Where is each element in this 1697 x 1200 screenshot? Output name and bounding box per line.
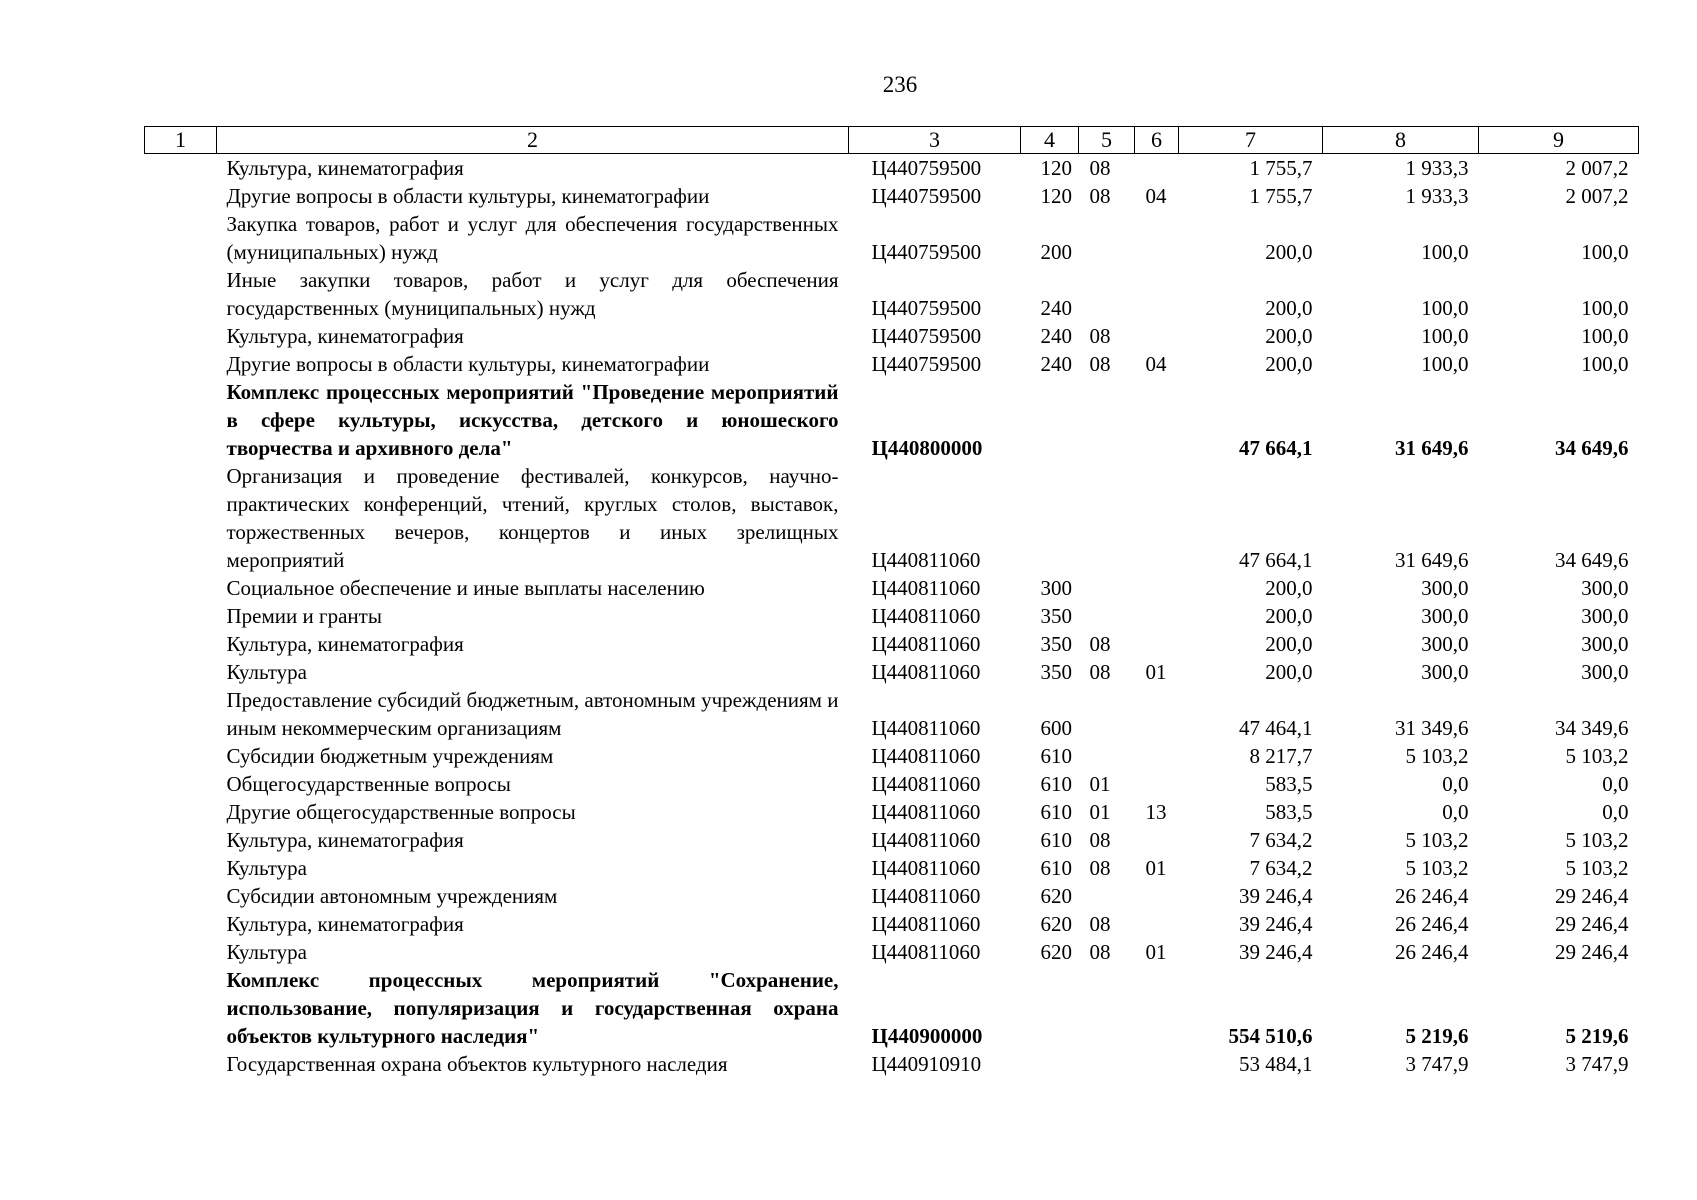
cell-code: Ц440811060 — [871, 828, 981, 852]
table-row — [145, 686, 1639, 742]
cell-rz — [1079, 1050, 1135, 1078]
cell-y3: 100,0 — [1581, 352, 1629, 376]
cell-rz: 01 — [1089, 772, 1111, 796]
table-row — [145, 462, 1639, 574]
cell-pr — [1135, 154, 1179, 183]
cell-kvr: 240 — [1040, 296, 1072, 320]
table-row — [145, 854, 1639, 882]
cell-y1: 200,0 — [1265, 576, 1313, 600]
cell-y1: 8 217,7 — [1249, 744, 1313, 768]
cell-rz: 08 — [1089, 632, 1111, 656]
cell-code: Ц440811060 — [871, 744, 981, 768]
cell-code: Ц440811060 — [871, 884, 981, 908]
cell-y1: 200,0 — [1265, 660, 1313, 684]
cell-name: Культура — [226, 940, 307, 964]
cell-kvr: 350 — [1040, 632, 1072, 656]
cell-kvr: 610 — [1040, 772, 1072, 796]
cell-kvr: 120 — [1040, 184, 1072, 208]
cell-name: Культура, кинематография — [226, 912, 464, 936]
cell-name: Субсидии бюджетным учреждениям — [226, 744, 554, 768]
cell-kvr: 120 — [1040, 156, 1072, 180]
cell-y3: 100,0 — [1581, 324, 1629, 348]
cell-y3: 29 246,4 — [1555, 912, 1629, 936]
row-index-cell — [145, 770, 217, 798]
cell-name: Премии и гранты — [226, 604, 382, 628]
cell-name: Другие вопросы в области культуры, кинематографии — [226, 352, 710, 376]
cell-kvr: 600 — [1040, 716, 1072, 740]
header-col-3: 3 — [849, 127, 1021, 154]
table-row — [145, 378, 1639, 462]
cell-y2: 1 933,3 — [1405, 184, 1469, 208]
cell-pr: 01 — [1145, 940, 1167, 964]
cell-code: Ц440759500 — [871, 352, 982, 376]
cell-y2: 0,0 — [1442, 800, 1469, 824]
cell-name: Культура, кинематография — [226, 324, 464, 348]
header-col-6: 6 — [1135, 127, 1179, 154]
cell-y2: 31 649,6 — [1395, 548, 1469, 572]
cell-rz — [1079, 602, 1135, 630]
cell-pr — [1135, 266, 1179, 322]
cell-pr — [1135, 966, 1179, 1050]
cell-rz — [1079, 882, 1135, 910]
cell-code: Ц440759500 — [871, 156, 982, 180]
cell-name: Другие общегосударственные вопросы — [226, 800, 576, 824]
cell-y3: 300,0 — [1581, 660, 1629, 684]
row-index-cell — [145, 574, 217, 602]
cell-y1: 583,5 — [1265, 800, 1313, 824]
cell-name: Культура, кинематография — [226, 156, 464, 180]
cell-y2: 100,0 — [1421, 240, 1469, 264]
header-col-8: 8 — [1323, 127, 1479, 154]
cell-y2: 300,0 — [1421, 576, 1469, 600]
cell-pr — [1135, 826, 1179, 854]
cell-y3: 3 747,9 — [1565, 1052, 1629, 1076]
cell-name: Предоставление субсидий бюджетным, автономным учреждениям и иным некоммерческим организациям — [226, 688, 839, 740]
cell-rz: 08 — [1089, 660, 1111, 684]
cell-y1: 39 246,4 — [1239, 940, 1313, 964]
row-index-cell — [145, 322, 217, 350]
cell-y2: 26 246,4 — [1395, 912, 1469, 936]
cell-pr: 01 — [1145, 856, 1167, 880]
cell-pr — [1135, 770, 1179, 798]
row-index-cell — [145, 462, 217, 574]
cell-y3: 2 007,2 — [1565, 156, 1629, 180]
cell-y3: 2 007,2 — [1565, 184, 1629, 208]
cell-y3: 300,0 — [1581, 604, 1629, 628]
cell-y2: 300,0 — [1421, 604, 1469, 628]
table-row — [145, 602, 1639, 630]
cell-y1: 7 634,2 — [1249, 828, 1313, 852]
cell-y3: 5 103,2 — [1565, 828, 1629, 852]
table-row — [145, 266, 1639, 322]
cell-name: Организация и проведение фестивалей, конкурсов, научно-практических конференций, чтений, круглых столов, выставок, торжественных вечеров, концертов и иных зрелищных мероприятий — [226, 464, 839, 572]
cell-kvr: 610 — [1040, 856, 1072, 880]
cell-code: Ц440759500 — [871, 184, 982, 208]
cell-y2: 31 649,6 — [1395, 436, 1469, 460]
cell-y3: 100,0 — [1581, 240, 1629, 264]
row-index-cell — [145, 154, 217, 183]
cell-code: Ц440759500 — [871, 324, 982, 348]
header-col-5: 5 — [1079, 127, 1135, 154]
cell-y3: 5 219,6 — [1565, 1024, 1629, 1048]
cell-y3: 100,0 — [1581, 296, 1629, 320]
cell-pr — [1135, 882, 1179, 910]
cell-rz: 08 — [1089, 324, 1111, 348]
cell-y3: 34 649,6 — [1555, 436, 1629, 460]
cell-name: Комплекс процессных мероприятий "Сохранение, использование, популяризация и государственная охрана объектов культурного наследия" — [226, 968, 839, 1048]
cell-code: Ц440811060 — [871, 940, 981, 964]
cell-y1: 53 484,1 — [1239, 1052, 1313, 1076]
cell-name: Общегосударственные вопросы — [226, 772, 511, 796]
table-row — [145, 182, 1639, 210]
table-row — [145, 350, 1639, 378]
cell-y2: 100,0 — [1421, 352, 1469, 376]
cell-rz: 08 — [1089, 912, 1111, 936]
table-row — [145, 938, 1639, 966]
table-body — [145, 154, 1639, 1079]
cell-rz — [1079, 266, 1135, 322]
cell-y2: 100,0 — [1421, 296, 1469, 320]
cell-pr — [1135, 910, 1179, 938]
row-index-cell — [145, 602, 217, 630]
cell-y2: 26 246,4 — [1395, 884, 1469, 908]
cell-name: Социальное обеспечение и иные выплаты населению — [226, 576, 705, 600]
cell-y2: 100,0 — [1421, 324, 1469, 348]
table-row — [145, 322, 1639, 350]
cell-kvr: 240 — [1040, 352, 1072, 376]
row-index-cell — [145, 742, 217, 770]
cell-y1: 47 664,1 — [1239, 548, 1313, 572]
cell-y3: 34 649,6 — [1555, 548, 1629, 572]
cell-kvr: 300 — [1040, 576, 1072, 600]
cell-code: Ц440759500 — [871, 240, 982, 264]
cell-y3: 0,0 — [1602, 800, 1629, 824]
cell-name: Другие вопросы в области культуры, кинематографии — [226, 184, 710, 208]
cell-y3: 300,0 — [1581, 576, 1629, 600]
cell-y2: 5 103,2 — [1405, 856, 1469, 880]
cell-kvr: 240 — [1040, 324, 1072, 348]
cell-y2: 1 933,3 — [1405, 156, 1469, 180]
cell-pr — [1135, 378, 1179, 462]
cell-pr — [1135, 574, 1179, 602]
cell-code: Ц440811060 — [871, 632, 981, 656]
cell-kvr: 350 — [1040, 604, 1072, 628]
table-row — [145, 798, 1639, 826]
cell-code: Ц440800000 — [871, 436, 983, 460]
row-index-cell — [145, 210, 217, 266]
header-col-7: 7 — [1179, 127, 1323, 154]
cell-y1: 200,0 — [1265, 324, 1313, 348]
cell-y1: 200,0 — [1265, 240, 1313, 264]
row-index-cell — [145, 798, 217, 826]
cell-code: Ц440811060 — [871, 548, 981, 572]
cell-rz: 08 — [1089, 184, 1111, 208]
table-row — [145, 742, 1639, 770]
cell-code: Ц440811060 — [871, 772, 981, 796]
cell-y1: 583,5 — [1265, 772, 1313, 796]
cell-code: Ц440811060 — [871, 856, 981, 880]
cell-pr: 13 — [1145, 800, 1167, 824]
cell-kvr: 620 — [1040, 912, 1072, 936]
cell-name: Иные закупки товаров, работ и услуг для обеспечения государственных (муниципальных) нужд — [226, 268, 839, 320]
table-row — [145, 966, 1639, 1050]
cell-y1: 1 755,7 — [1249, 184, 1313, 208]
row-index-cell — [145, 826, 217, 854]
row-index-cell — [145, 378, 217, 462]
cell-name: Комплекс процессных мероприятий "Проведение мероприятий в сфере культуры, искусства, детского и юношеского творчества и архивного дела" — [226, 380, 839, 460]
cell-y3: 5 103,2 — [1565, 744, 1629, 768]
table-row — [145, 826, 1639, 854]
cell-rz: 08 — [1089, 856, 1111, 880]
page-number: 236 — [882, 72, 918, 97]
cell-kvr — [1021, 966, 1079, 1050]
cell-rz: 01 — [1089, 800, 1111, 824]
cell-code: Ц440811060 — [871, 912, 981, 936]
row-index-cell — [145, 350, 217, 378]
cell-kvr: 610 — [1040, 744, 1072, 768]
cell-pr — [1135, 322, 1179, 350]
header-col-9: 9 — [1479, 127, 1639, 154]
cell-y1: 39 246,4 — [1239, 884, 1313, 908]
table-row — [145, 210, 1639, 266]
cell-y1: 47 664,1 — [1239, 436, 1313, 460]
cell-rz — [1079, 574, 1135, 602]
cell-code: Ц440811060 — [871, 604, 981, 628]
cell-y1: 200,0 — [1265, 632, 1313, 656]
cell-rz: 08 — [1089, 156, 1111, 180]
table-row — [145, 630, 1639, 658]
cell-name: Культура — [226, 856, 307, 880]
cell-pr — [1135, 210, 1179, 266]
cell-y2: 5 103,2 — [1405, 744, 1469, 768]
cell-name: Культура, кинематография — [226, 632, 464, 656]
cell-rz — [1079, 686, 1135, 742]
cell-name: Субсидии автономным учреждениям — [226, 884, 558, 908]
cell-y2: 31 349,6 — [1395, 716, 1469, 740]
cell-y2: 5 103,2 — [1405, 828, 1469, 852]
cell-y1: 1 755,7 — [1249, 156, 1313, 180]
row-index-cell — [145, 266, 217, 322]
header-col-1: 1 — [145, 127, 217, 154]
cell-kvr: 610 — [1040, 800, 1072, 824]
cell-rz — [1079, 966, 1135, 1050]
header-col-4: 4 — [1021, 127, 1079, 154]
cell-pr — [1135, 1050, 1179, 1078]
row-index-cell — [145, 882, 217, 910]
cell-code: Ц440811060 — [871, 576, 981, 600]
cell-pr: 04 — [1145, 184, 1167, 208]
cell-y1: 47 464,1 — [1239, 716, 1313, 740]
cell-y3: 29 246,4 — [1555, 884, 1629, 908]
cell-kvr: 610 — [1040, 828, 1072, 852]
row-index-cell — [145, 854, 217, 882]
cell-pr — [1135, 742, 1179, 770]
cell-y1: 7 634,2 — [1249, 856, 1313, 880]
cell-y3: 34 349,6 — [1555, 716, 1629, 740]
cell-code: Ц440910910 — [871, 1052, 982, 1076]
cell-rz: 08 — [1089, 352, 1111, 376]
cell-y1: 200,0 — [1265, 296, 1313, 320]
cell-code: Ц440900000 — [871, 1024, 983, 1048]
row-index-cell — [145, 182, 217, 210]
cell-y1: 200,0 — [1265, 604, 1313, 628]
cell-kvr: 620 — [1040, 884, 1072, 908]
cell-rz — [1079, 378, 1135, 462]
cell-name: Культура — [226, 660, 307, 684]
cell-pr — [1135, 462, 1179, 574]
table-row — [145, 910, 1639, 938]
cell-name: Государственная охрана объектов культурного наследия — [226, 1052, 728, 1076]
cell-y3: 300,0 — [1581, 632, 1629, 656]
cell-code: Ц440811060 — [871, 716, 981, 740]
cell-name: Закупка товаров, работ и услуг для обеспечения государственных (муниципальных) нужд — [226, 212, 839, 264]
table-row — [145, 882, 1639, 910]
cell-kvr: 200 — [1040, 240, 1072, 264]
cell-kvr — [1021, 462, 1079, 574]
table-row — [145, 574, 1639, 602]
cell-y2: 26 246,4 — [1395, 940, 1469, 964]
row-index-cell — [145, 630, 217, 658]
cell-y1: 554 510,6 — [1228, 1024, 1313, 1048]
cell-kvr: 350 — [1040, 660, 1072, 684]
table-row — [145, 154, 1639, 183]
cell-code: Ц440811060 — [871, 660, 981, 684]
table-row — [145, 1050, 1639, 1078]
cell-y2: 0,0 — [1442, 772, 1469, 796]
cell-name: Культура, кинематография — [226, 828, 464, 852]
cell-pr — [1135, 630, 1179, 658]
row-index-cell — [145, 938, 217, 966]
cell-y2: 3 747,9 — [1405, 1052, 1469, 1076]
row-index-cell — [145, 1050, 217, 1078]
row-index-cell — [145, 910, 217, 938]
cell-rz — [1079, 462, 1135, 574]
cell-pr — [1135, 686, 1179, 742]
cell-kvr: 620 — [1040, 940, 1072, 964]
row-index-cell — [145, 658, 217, 686]
cell-rz — [1079, 210, 1135, 266]
cell-y2: 300,0 — [1421, 660, 1469, 684]
cell-kvr — [1021, 378, 1079, 462]
cell-code: Ц440759500 — [871, 296, 982, 320]
cell-y1: 39 246,4 — [1239, 912, 1313, 936]
cell-y2: 5 219,6 — [1405, 1024, 1469, 1048]
cell-y3: 5 103,2 — [1565, 856, 1629, 880]
cell-y2: 300,0 — [1421, 632, 1469, 656]
cell-pr: 01 — [1145, 660, 1167, 684]
row-index-cell — [145, 966, 217, 1050]
cell-rz: 08 — [1089, 940, 1111, 964]
cell-pr — [1135, 602, 1179, 630]
table-row — [145, 658, 1639, 686]
cell-rz: 08 — [1089, 828, 1111, 852]
budget-table — [144, 126, 1639, 1078]
row-index-cell — [145, 686, 217, 742]
cell-code: Ц440811060 — [871, 800, 981, 824]
cell-pr: 04 — [1145, 352, 1167, 376]
table-row — [145, 770, 1639, 798]
header-col-2: 2 — [217, 127, 849, 154]
cell-y1: 200,0 — [1265, 352, 1313, 376]
cell-rz — [1079, 742, 1135, 770]
cell-kvr — [1021, 1050, 1079, 1078]
table-header-row — [145, 127, 1639, 154]
cell-y3: 0,0 — [1602, 772, 1629, 796]
cell-y3: 29 246,4 — [1555, 940, 1629, 964]
